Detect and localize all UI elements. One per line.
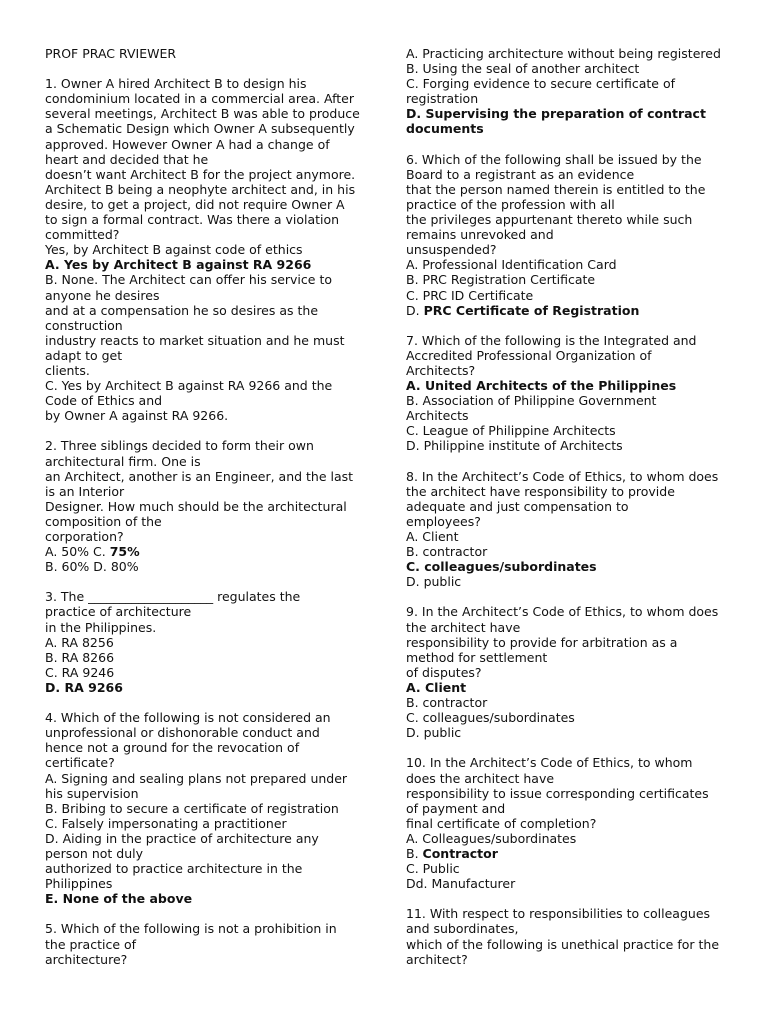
text-line: [406, 635, 731, 650]
body-text: adequate and just compensation to: [406, 498, 629, 514]
text-line: [406, 272, 731, 287]
body-text: responsibility to provide for arbitration as a: [406, 634, 678, 650]
body-text: B. Association of Philippine Government: [406, 393, 657, 409]
text-line: [45, 91, 370, 106]
body-text: B. None. The Architect can offer his service to: [45, 272, 332, 288]
text-line: [406, 121, 731, 136]
body-text: C. Yes by Architect B against RA 9266 and the: [45, 378, 333, 394]
text-line: [45, 801, 370, 816]
text-line: [45, 771, 370, 786]
answer-text: A. United Architects of the Philippines: [406, 378, 677, 394]
text-line: [45, 272, 370, 287]
text-line: [45, 288, 370, 303]
text-line: [45, 333, 370, 348]
body-text: A. Colleagues/subordinates: [406, 830, 577, 846]
text-line: [45, 846, 370, 861]
blank-line: [406, 454, 731, 469]
blank-line: [406, 891, 731, 906]
text-line: [406, 91, 731, 106]
body-text: to sign a formal contract. Was there a violation: [45, 212, 340, 228]
text-line: [406, 786, 731, 801]
body-text: architectural firm. One is: [45, 453, 201, 469]
body-text: which of the following is unethical practice for the: [406, 936, 720, 952]
body-text: B.: [406, 845, 423, 861]
answer-text: A. Yes by Architect B against RA 9266: [45, 257, 312, 273]
answer-text: D. Supervising the preparation of contract: [406, 106, 706, 122]
text-line: [406, 725, 731, 740]
body-text: A. Practicing architecture without being registered: [406, 46, 721, 61]
text-line: [406, 710, 731, 725]
body-text: B. Bribing to secure a certificate of registration: [45, 800, 339, 816]
body-text: of payment and: [406, 800, 506, 816]
body-text: method for settlement: [406, 649, 548, 665]
text-line: [406, 499, 731, 514]
text-line: [45, 454, 370, 469]
text-line: [45, 921, 370, 936]
text-line: [406, 348, 731, 363]
text-line: [45, 378, 370, 393]
text-line: [45, 604, 370, 619]
body-text: architect?: [406, 951, 468, 967]
answer-text: PRC Certificate of Registration: [423, 302, 640, 318]
text-line: [45, 469, 370, 484]
text-line: [45, 76, 370, 91]
body-text: adapt to get: [45, 347, 123, 363]
text-line: [406, 363, 731, 378]
text-line: [406, 106, 731, 121]
text-line: [45, 514, 370, 529]
text-line: [45, 861, 370, 876]
body-text: condominium located in a commercial area. After: [45, 91, 355, 107]
text-line: [45, 363, 370, 378]
body-text: the practice of: [45, 936, 137, 952]
text-line: [406, 529, 731, 544]
text-line: [45, 484, 370, 499]
text-line: [406, 393, 731, 408]
body-text: hence not a ground for the revocation of: [45, 740, 300, 756]
body-text: composition of the: [45, 513, 162, 529]
text-line: [45, 952, 370, 967]
text-line: [406, 197, 731, 212]
body-text: 3. The ____________________ regulates the: [45, 589, 301, 605]
text-line: [406, 167, 731, 182]
body-text: A. Professional Identification Card: [406, 257, 617, 273]
text-line: [45, 891, 370, 906]
body-text: A. RA 8256: [45, 634, 114, 650]
text-line: [406, 514, 731, 529]
text-line: [406, 665, 731, 680]
body-text: a Schematic Design which Owner A subsequently: [45, 121, 355, 137]
body-text: B. Using the seal of another architect: [406, 61, 640, 77]
body-text: desire, to get a project, did not require Owner A: [45, 196, 345, 212]
text-line: [45, 831, 370, 846]
answer-text: documents: [406, 121, 484, 137]
body-text: and at a compensation he so desires as the: [45, 302, 319, 318]
text-line: [45, 816, 370, 831]
blank-line: [406, 137, 731, 152]
body-text: 11. With respect to responsibilities to colleagues: [406, 906, 711, 922]
text-line: [406, 620, 731, 635]
body-text: Dd. Manufacturer: [406, 876, 516, 892]
body-text: architecture?: [45, 951, 128, 967]
answer-text: D. RA 9266: [45, 679, 123, 695]
text-line: [406, 906, 731, 921]
text-line: [406, 650, 731, 665]
text-line: [406, 227, 731, 242]
body-text: his supervision: [45, 785, 139, 801]
text-line: [406, 333, 731, 348]
text-line: [406, 604, 731, 619]
body-text: Yes, by Architect B against code of ethics: [45, 242, 303, 258]
body-text: 6. Which of the following shall be issued by the: [406, 151, 702, 167]
body-text: in the Philippines.: [45, 619, 157, 635]
body-text: person not duly: [45, 845, 143, 861]
blank-line: [406, 318, 731, 333]
body-text: practice of architecture: [45, 604, 192, 620]
text-line: [406, 378, 731, 393]
body-text: 7. Which of the following is the Integrated and: [406, 332, 697, 348]
text-line: [45, 212, 370, 227]
blank-line: [45, 574, 370, 589]
body-text: industry reacts to market situation and he must: [45, 332, 345, 348]
answer-text: E. None of the above: [45, 891, 193, 907]
text-line: [45, 137, 370, 152]
body-text: B. PRC Registration Certificate: [406, 272, 596, 288]
body-text: C. Public: [406, 861, 460, 877]
text-line: [406, 242, 731, 257]
text-line: [45, 620, 370, 635]
text-line: [406, 695, 731, 710]
text-line: [406, 952, 731, 967]
body-text: practice of the profession with all: [406, 196, 615, 212]
body-text: approved. However Owner A had a change of: [45, 136, 330, 152]
text-line: [406, 469, 731, 484]
text-line: [45, 876, 370, 891]
body-text: certificate?: [45, 755, 115, 771]
blank-line: [45, 61, 370, 76]
text-line: [406, 182, 731, 197]
blank-line: [406, 589, 731, 604]
text-line: [45, 106, 370, 121]
text-line: [45, 257, 370, 272]
body-text: 4. Which of the following is not considered an: [45, 710, 331, 726]
body-text: A. 50% C.: [45, 544, 110, 560]
body-text: Architects: [406, 408, 469, 424]
text-line: [45, 46, 370, 61]
body-text: authorized to practice architecture in the: [45, 861, 303, 877]
left-column: [45, 46, 370, 967]
body-text: unprofessional or dishonorable conduct and: [45, 725, 320, 741]
text-line: [406, 303, 731, 318]
text-line: [45, 559, 370, 574]
body-text: 9. In the Architect’s Code of Ethics, to whom does: [406, 604, 719, 620]
text-line: [406, 76, 731, 91]
blank-line: [406, 740, 731, 755]
body-text: responsibility to issue corresponding certificates: [406, 785, 709, 801]
text-line: [406, 937, 731, 952]
body-text: Designer. How much should be the architectural: [45, 498, 347, 514]
text-line: [45, 710, 370, 725]
body-text: construction: [45, 317, 123, 333]
answer-text: 75%: [109, 544, 140, 560]
text-line: [45, 348, 370, 363]
body-text: the privileges appurtenant thereto while such: [406, 212, 693, 228]
body-text: committed?: [45, 227, 120, 243]
text-line: [45, 438, 370, 453]
body-text: 10. In the Architect’s Code of Ethics, to whom: [406, 755, 693, 771]
text-line: [406, 771, 731, 786]
text-line: [45, 755, 370, 770]
right-column: [406, 46, 731, 967]
body-text: 8. In the Architect’s Code of Ethics, to whom does: [406, 468, 719, 484]
body-text: B. RA 8266: [45, 649, 115, 665]
text-line: [45, 499, 370, 514]
text-line: [406, 846, 731, 861]
text-line: [45, 393, 370, 408]
text-line: [406, 484, 731, 499]
body-text: an Architect, another is an Engineer, and the last: [45, 468, 354, 484]
body-text: A. Client: [406, 529, 459, 544]
body-text: employees?: [406, 513, 481, 529]
body-text: 1. Owner A hired Architect B to design his: [45, 76, 307, 92]
answer-text: C. colleagues/subordinates: [406, 559, 597, 575]
body-text: C. Falsely impersonating a practitioner: [45, 815, 287, 831]
text-line: [45, 121, 370, 136]
body-text: B. 60% D. 80%: [45, 559, 139, 575]
body-text: C. League of Philippine Architects: [406, 423, 616, 439]
text-line: [45, 650, 370, 665]
text-line: [406, 559, 731, 574]
body-text: corporation?: [45, 529, 124, 544]
body-text: D. public: [406, 725, 462, 741]
body-text: B. contractor: [406, 695, 488, 711]
body-text: Code of Ethics and: [45, 393, 163, 409]
body-text: Architect B being a neophyte architect and, in his: [45, 181, 356, 197]
body-text: doesn’t want Architect B for the project anymore.: [45, 166, 356, 182]
body-text: C. RA 9246: [45, 664, 115, 680]
body-text: D. Aiding in the practice of architecture any: [45, 830, 319, 846]
text-line: [406, 801, 731, 816]
body-text: unsuspended?: [406, 242, 497, 258]
text-line: [406, 212, 731, 227]
text-line: [45, 182, 370, 197]
text-line: [406, 288, 731, 303]
body-text: C. colleagues/subordinates: [406, 710, 575, 726]
text-line: [406, 831, 731, 846]
text-line: [406, 544, 731, 559]
body-text: the architect have responsibility to provide: [406, 483, 675, 499]
body-text: Accredited Professional Organization of: [406, 347, 652, 363]
body-text: PROF PRAC RVIEWER: [45, 46, 177, 61]
body-text: A. Signing and sealing plans not prepared under: [45, 770, 348, 786]
body-text: C. PRC ID Certificate: [406, 287, 534, 303]
text-line: [45, 665, 370, 680]
answer-text: A. Client: [406, 679, 467, 695]
text-line: [406, 574, 731, 589]
blank-line: [45, 423, 370, 438]
body-text: registration: [406, 91, 479, 107]
body-text: the architect have: [406, 619, 521, 635]
body-text: D. public: [406, 574, 462, 590]
text-line: [406, 921, 731, 936]
body-text: D. Philippine institute of Architects: [406, 438, 623, 454]
body-text: is an Interior: [45, 483, 125, 499]
text-line: [45, 529, 370, 544]
text-line: [45, 318, 370, 333]
text-line: [406, 861, 731, 876]
text-line: [45, 589, 370, 604]
text-line: [45, 197, 370, 212]
text-line: [45, 740, 370, 755]
body-text: clients.: [45, 362, 90, 378]
body-text: several meetings, Architect B was able to produce: [45, 106, 360, 122]
text-line: [406, 680, 731, 695]
body-text: final certificate of completion?: [406, 815, 597, 831]
blank-line: [45, 906, 370, 921]
text-line: [45, 408, 370, 423]
text-line: [406, 257, 731, 272]
body-text: C. Forging evidence to secure certificate of: [406, 76, 676, 92]
body-text: anyone he desires: [45, 287, 160, 303]
text-line: [45, 635, 370, 650]
body-text: by Owner A against RA 9266.: [45, 408, 229, 424]
text-line: [406, 816, 731, 831]
text-line: [45, 680, 370, 695]
blank-line: [45, 695, 370, 710]
text-line: [406, 755, 731, 770]
body-text: 5. Which of the following is not a prohibition in: [45, 921, 337, 937]
body-text: D.: [406, 302, 424, 318]
text-line: [45, 152, 370, 167]
text-line: [45, 167, 370, 182]
text-line: [406, 46, 731, 61]
text-line: [45, 937, 370, 952]
text-line: [45, 786, 370, 801]
body-text: and subordinates,: [406, 921, 519, 937]
body-text: Architects?: [406, 362, 476, 378]
text-line: [45, 725, 370, 740]
body-text: heart and decided that he: [45, 151, 209, 167]
body-text: Philippines: [45, 876, 113, 892]
text-line: [45, 227, 370, 242]
text-line: [406, 152, 731, 167]
body-text: that the person named therein is entitled to the: [406, 181, 706, 197]
body-text: remains unrevoked and: [406, 227, 554, 243]
text-line: [45, 242, 370, 257]
text-line: [406, 408, 731, 423]
text-line: [406, 876, 731, 891]
answer-text: Contractor: [422, 845, 498, 861]
body-text: Board to a registrant as an evidence: [406, 166, 635, 182]
text-line: [406, 438, 731, 453]
text-line: [406, 61, 731, 76]
body-text: 2. Three siblings decided to form their own: [45, 438, 314, 454]
text-line: [406, 423, 731, 438]
text-line: [45, 544, 370, 559]
body-text: B. contractor: [406, 544, 488, 560]
body-text: does the architect have: [406, 770, 555, 786]
text-line: [45, 303, 370, 318]
body-text: of disputes?: [406, 664, 482, 680]
